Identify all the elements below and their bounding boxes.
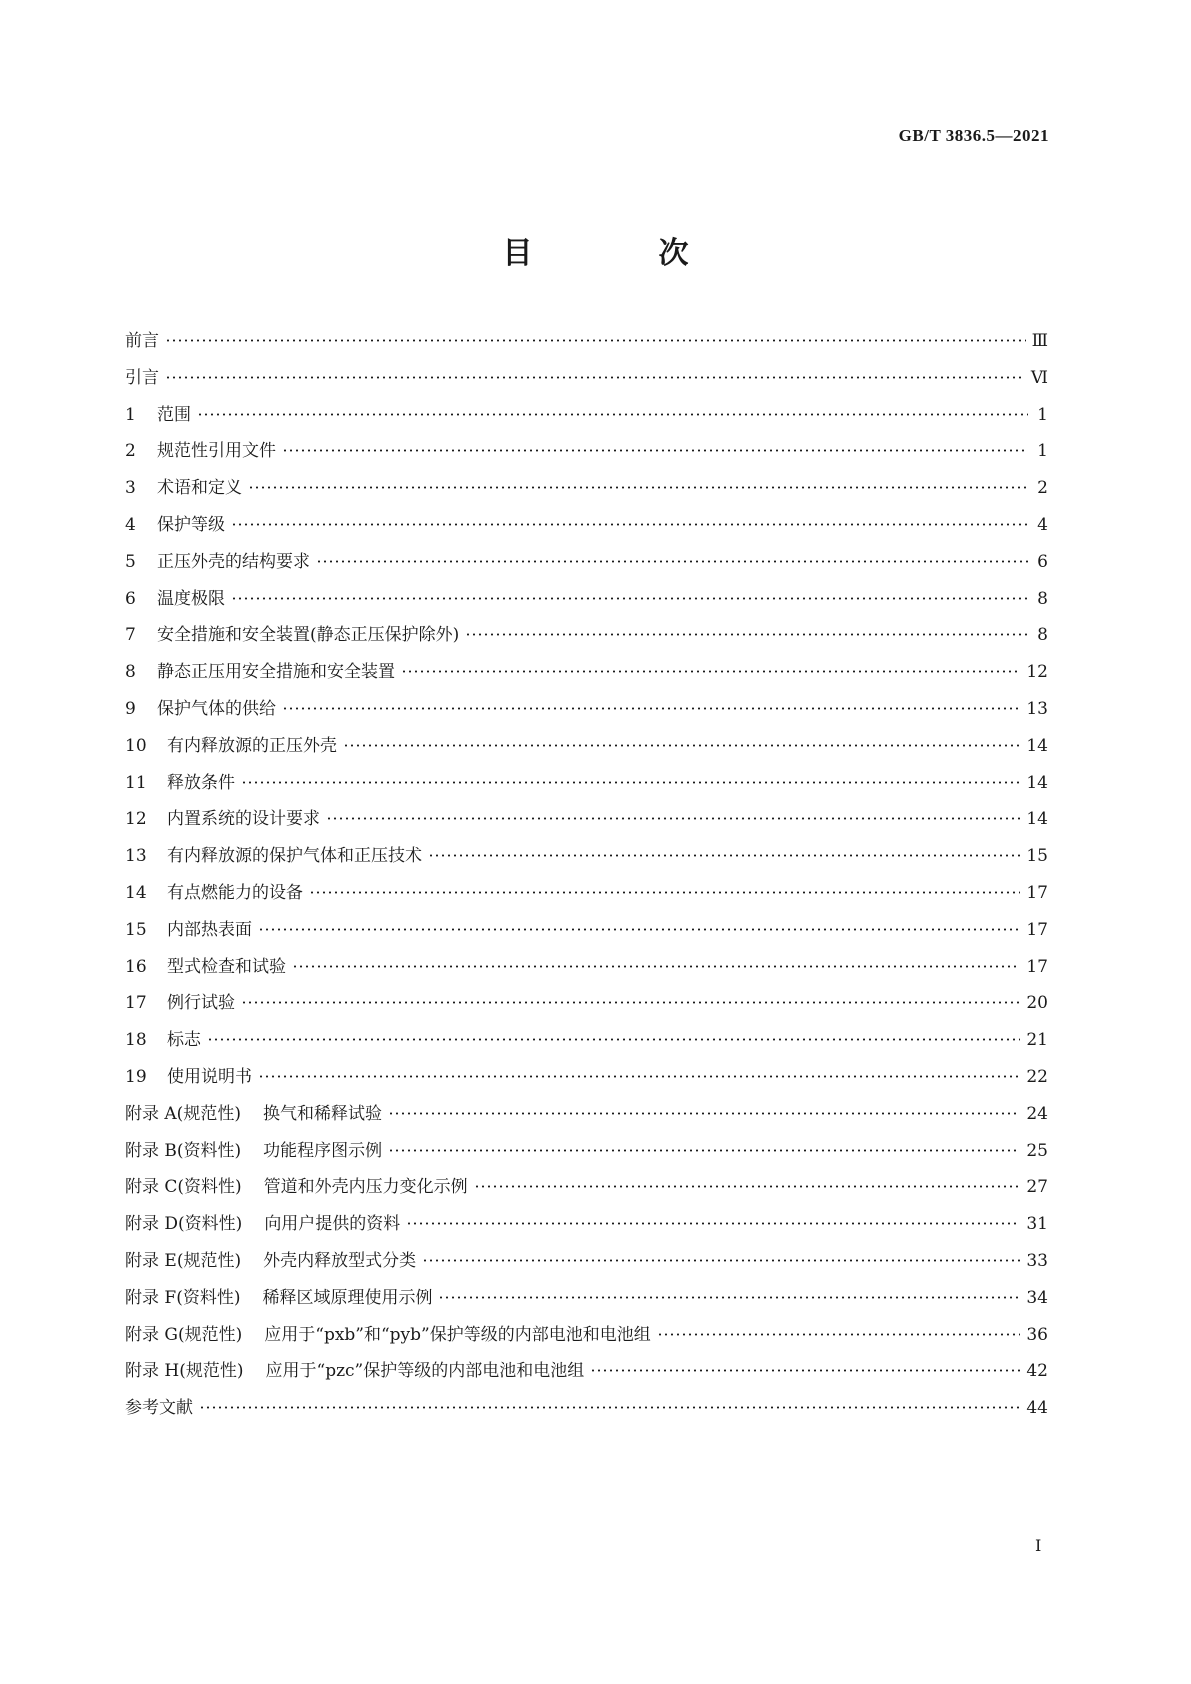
toc-entry[interactable] (125, 698, 1048, 735)
toc-page-ref: 1 (1037, 404, 1048, 425)
toc-entry-text (125, 1360, 584, 1382)
toc-page-ref: 1 (1037, 441, 1048, 462)
toc-appendix-label: 附录 G(规范性) (125, 1324, 243, 1345)
toc-entry-text (125, 661, 395, 683)
toc-entry-text (125, 1066, 252, 1088)
toc-page-ref: 17 (1026, 956, 1048, 977)
toc-entry[interactable] (125, 1140, 1048, 1177)
toc-section-number: 19 (125, 1066, 147, 1087)
toc-section-number: 17 (125, 993, 147, 1014)
toc-section-number: 5 (125, 551, 136, 572)
toc-entry-title: 功能程序图示例 (263, 1140, 383, 1161)
toc-page-ref: 8 (1037, 588, 1048, 609)
toc-page-ref: 31 (1026, 1214, 1048, 1235)
toc-appendix-label: 附录 A(规范性) (125, 1103, 241, 1124)
toc-entry-title: 有点燃能力的设备 (167, 882, 303, 903)
toc-section-number: 16 (125, 956, 147, 977)
toc-page-ref: 8 (1037, 625, 1048, 646)
dot-leader (316, 559, 1028, 564)
dot-leader (292, 964, 1020, 969)
dot-leader (197, 412, 1028, 417)
toc-appendix-label: 附录 C(资料性) (125, 1177, 242, 1198)
toc-page-ref: 36 (1026, 1324, 1048, 1345)
dot-leader (258, 927, 1020, 932)
toc-page-ref: 15 (1026, 846, 1048, 867)
toc-entry-title: 有内释放源的正压外壳 (167, 735, 337, 756)
toc-entry[interactable] (125, 1213, 1048, 1250)
toc-entry[interactable] (125, 330, 1048, 367)
toc-section-number: 18 (125, 1030, 147, 1051)
toc-page-ref: 42 (1026, 1361, 1048, 1382)
toc-section-number: 12 (125, 809, 147, 830)
toc-entry-text (125, 1140, 382, 1162)
dot-leader (165, 338, 1026, 343)
dot-leader (343, 743, 1020, 748)
toc-page-ref: 24 (1026, 1103, 1048, 1124)
toc-entry-title: 规范性引用文件 (157, 441, 276, 462)
toc-page-ref: 14 (1026, 809, 1048, 830)
toc-section-number: 15 (125, 919, 147, 940)
toc-appendix-label: 附录 D(资料性) (125, 1214, 243, 1235)
page-title: 目 次 (502, 236, 737, 271)
toc-entry[interactable] (125, 882, 1048, 919)
toc-entry[interactable] (125, 1324, 1048, 1361)
dot-leader (199, 1405, 1020, 1410)
toc-entry[interactable] (125, 514, 1048, 551)
toc-entry-title: 引言 (125, 367, 159, 388)
toc-entry[interactable] (125, 477, 1048, 514)
standard-code: GB/T 3836.5—2021 (898, 126, 1049, 145)
toc-entry-text (125, 1176, 468, 1198)
toc-entry-title: 有内释放源的保护气体和正压技术 (167, 846, 422, 867)
toc-entry-text (125, 404, 191, 426)
toc-entry-title: 内置系统的设计要求 (167, 809, 320, 830)
toc-section-number: 10 (125, 735, 147, 756)
dot-leader (428, 853, 1020, 858)
toc-entry-text (125, 735, 337, 757)
toc-entry-title: 稀释区域原理使用示例 (262, 1287, 433, 1308)
toc-entry[interactable] (125, 1250, 1048, 1287)
toc-entry[interactable] (125, 1360, 1048, 1397)
toc-page-ref: Ⅲ (1031, 331, 1048, 351)
dot-leader (422, 1258, 1020, 1263)
toc-section-number: 11 (125, 772, 147, 793)
toc-page-ref: 21 (1026, 1030, 1048, 1051)
toc-entry[interactable] (125, 404, 1048, 441)
toc-entry-title: 温度极限 (157, 588, 225, 609)
toc-page-ref: 2 (1037, 478, 1048, 499)
toc-entry-title: 静态正压用安全措施和安全装置 (157, 662, 395, 683)
toc-entry-title: 换气和稀释试验 (262, 1103, 382, 1124)
toc-entry-title: 正压外壳的结构要求 (157, 551, 310, 572)
toc-entry-text (125, 1213, 400, 1235)
toc-section-number: 6 (125, 588, 136, 609)
toc-entry-title: 管道和外壳内压力变化示例 (263, 1177, 468, 1198)
toc-entry-text (125, 367, 159, 389)
toc-entry-text (125, 624, 459, 646)
toc-page-ref: 27 (1026, 1177, 1048, 1198)
toc-entry-text (125, 1324, 651, 1346)
toc-entry[interactable] (125, 367, 1048, 404)
toc-entry-title: 向用户提供的资料 (264, 1214, 401, 1235)
toc-section-number: 9 (125, 698, 136, 719)
toc-page-ref: 22 (1026, 1066, 1048, 1087)
toc-section-number: 7 (125, 625, 136, 646)
toc-entry-text (125, 956, 286, 978)
toc-page-ref: 34 (1026, 1287, 1048, 1308)
toc-entry-title: 术语和定义 (157, 478, 242, 499)
toc-page-ref: 17 (1026, 882, 1048, 903)
toc-entry-title: 使用说明书 (167, 1066, 252, 1087)
toc-entry-title: 例行试验 (167, 993, 235, 1014)
toc-entry-text (125, 1250, 416, 1272)
toc-entry[interactable] (125, 661, 1048, 698)
toc-page-ref: Ⅵ (1030, 367, 1048, 388)
toc-entry-text (125, 992, 235, 1014)
toc-entry-text (125, 588, 225, 610)
toc-section-number: 13 (125, 846, 147, 867)
toc-section-number: 14 (125, 882, 147, 903)
toc-page-ref: 20 (1026, 993, 1048, 1014)
dot-leader (258, 1074, 1020, 1079)
toc-entry-text (125, 919, 252, 941)
toc-section-number: 1 (125, 404, 136, 425)
toc-page-ref: 13 (1026, 698, 1048, 719)
dot-leader (165, 375, 1025, 380)
toc-entry[interactable] (125, 1397, 1048, 1434)
dot-leader (282, 706, 1020, 711)
toc-entry[interactable] (125, 992, 1048, 1029)
toc-entry-text (125, 808, 320, 830)
toc-entry-title: 保护气体的供给 (157, 698, 276, 719)
toc-entry[interactable] (125, 808, 1048, 845)
toc-entry-text (125, 1287, 432, 1309)
dot-leader (465, 632, 1028, 637)
toc-entry[interactable] (125, 624, 1048, 661)
toc-entry[interactable] (125, 1029, 1048, 1066)
toc-entry[interactable] (125, 1176, 1048, 1213)
toc-entry[interactable] (125, 956, 1048, 993)
toc-section-number: 2 (125, 441, 136, 462)
toc-entry-text (125, 845, 422, 867)
toc-page-ref: 14 (1026, 772, 1048, 793)
toc-page-ref: 4 (1037, 514, 1048, 535)
dot-leader (207, 1037, 1020, 1042)
toc-entry[interactable] (125, 1066, 1048, 1103)
toc-entry-title: 释放条件 (167, 772, 235, 793)
toc-entry[interactable] (125, 1287, 1048, 1324)
toc-entry[interactable] (125, 772, 1048, 809)
dot-leader (326, 816, 1020, 821)
dot-leader (401, 669, 1020, 674)
toc-entry-text (125, 772, 235, 794)
toc-appendix-label: 附录 F(资料性) (125, 1287, 241, 1308)
toc-entry-title: 外壳内释放型式分类 (263, 1250, 417, 1271)
toc-entry[interactable] (125, 440, 1048, 477)
toc-section-number: 4 (125, 514, 136, 535)
toc-appendix-label: 附录 B(资料性) (125, 1140, 242, 1161)
dot-leader (241, 780, 1020, 785)
toc-entry-text (125, 477, 242, 499)
dot-leader (231, 596, 1028, 601)
toc-entry-title: 范围 (157, 404, 191, 425)
dot-leader (474, 1184, 1021, 1189)
dot-leader (657, 1332, 1021, 1337)
toc-entry[interactable] (125, 1103, 1048, 1140)
dot-leader (388, 1111, 1020, 1116)
dot-leader (282, 448, 1028, 453)
dot-leader (438, 1295, 1020, 1300)
toc-entry-text (125, 698, 276, 720)
toc-entry[interactable] (125, 588, 1048, 625)
toc-entry-title: 内部热表面 (167, 919, 252, 940)
toc-entry-text (125, 330, 159, 352)
toc-entry-title: 应用于“pzc”保护等级的内部电池和电池组 (265, 1361, 585, 1382)
dot-leader (388, 1148, 1020, 1153)
toc-page-ref: 6 (1037, 551, 1048, 572)
toc-entry-title: 前言 (125, 331, 159, 351)
dot-leader (231, 522, 1028, 527)
toc-entry-text (125, 440, 276, 462)
toc-page-ref: 17 (1026, 919, 1048, 940)
toc-page-ref: 44 (1026, 1398, 1048, 1419)
toc-entry-text (125, 551, 310, 573)
dot-leader (309, 890, 1020, 895)
dot-leader (406, 1221, 1020, 1226)
toc-entry-title: 参考文献 (125, 1398, 193, 1419)
toc-section-number: 8 (125, 662, 136, 683)
toc-entry-text (125, 1397, 193, 1419)
dot-leader (248, 485, 1028, 490)
toc-section-number: 3 (125, 478, 136, 499)
toc-entry-title: 标志 (167, 1030, 201, 1051)
toc-page-ref: 12 (1026, 662, 1048, 683)
toc-page-ref: 25 (1026, 1140, 1048, 1161)
toc-entry-title: 型式检查和试验 (167, 956, 286, 977)
toc-appendix-label: 附录 H(规范性) (125, 1361, 244, 1382)
toc-entry-text (125, 514, 225, 536)
toc-entry[interactable] (125, 919, 1048, 956)
toc-page-ref: 33 (1026, 1250, 1048, 1271)
toc-entry[interactable] (125, 845, 1048, 882)
toc-entry-text (125, 1103, 382, 1125)
toc-entry-text (125, 1029, 201, 1051)
toc-entry-title: 保护等级 (157, 514, 225, 535)
toc-page-ref: 14 (1026, 735, 1048, 756)
toc-appendix-label: 附录 E(规范性) (125, 1250, 242, 1271)
toc-entry-title: 安全措施和安全装置(静态正压保护除外) (157, 625, 460, 646)
table-of-contents (125, 330, 1048, 1434)
page-number: I (1035, 1536, 1042, 1555)
toc-entry[interactable] (125, 735, 1048, 772)
toc-entry[interactable] (125, 551, 1048, 588)
dot-leader (590, 1368, 1020, 1373)
toc-entry-text (125, 882, 303, 904)
dot-leader (241, 1000, 1020, 1005)
toc-entry-title: 应用于“pxb”和“pyb”保护等级的内部电池和电池组 (264, 1324, 651, 1345)
